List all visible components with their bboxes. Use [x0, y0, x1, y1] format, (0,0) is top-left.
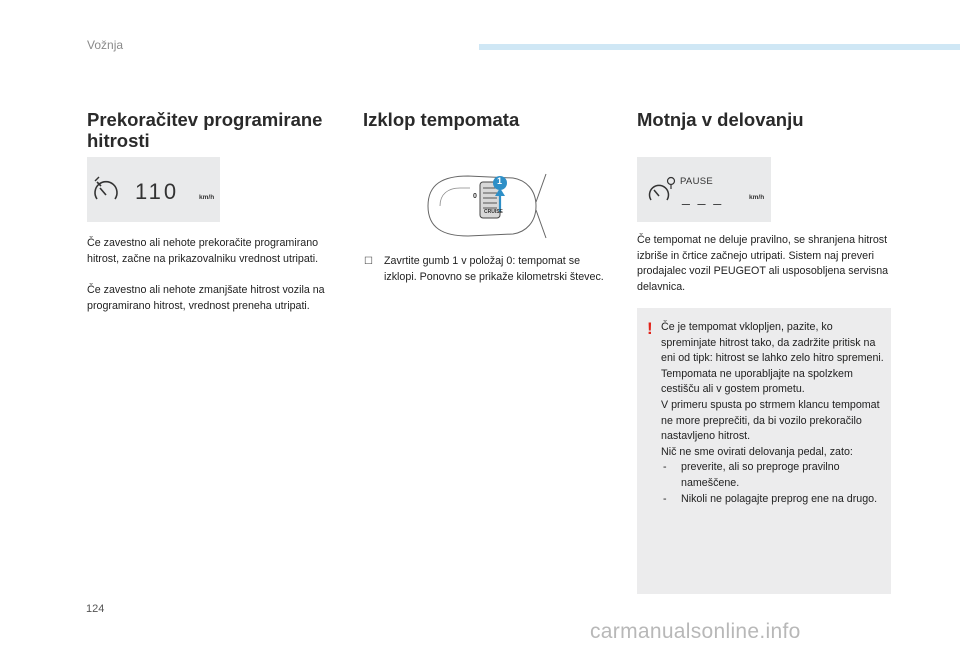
instruction-deactivate: Zavrtite gumb 1 v položaj 0: tempomat se izklopi. Ponovno se prikaže kilometrski števec. [384, 255, 604, 283]
set-speed-value: 110 [135, 179, 180, 204]
warning-icon: ! [647, 319, 653, 338]
speed-unit: km/h [749, 194, 765, 201]
warning-paragraph: Če je tempomat vklopljen, pazite, ko spreminjate hitrost tako, da zadržite pritisk na eni od tipk: hitrost se lahko zelo hitro spremeni. [661, 321, 884, 365]
paragraph-reduced: Če zavestno ali nehote zmanjšate hitrost vozila na programirano hitrost, vrednost preneha utripati. [87, 284, 325, 312]
pause-status: PAUSE [680, 176, 714, 187]
title-malfunction: Motnja v delovanju [637, 109, 804, 130]
list-item: - preverite, ali so preproge pravilno nameščene. [663, 461, 840, 489]
callout-1: 1 [497, 176, 503, 186]
warning-paragraph: V primeru spusta po strmem klancu tempomat ne more preprečiti, da bi vozilo prekoračilo nastavljeno hitrost. [661, 398, 880, 443]
speed-unit: km/h [199, 194, 215, 201]
header-bar [479, 44, 960, 50]
lever-cruise-label: CRUISE [484, 209, 503, 215]
watermark: carmanualsonline.info [590, 620, 801, 643]
cruise-lever-illustration [418, 166, 553, 246]
display-panel-pause [637, 157, 771, 222]
section-label: Vožnja [87, 38, 124, 52]
speedometer-alert-icon [91, 175, 121, 205]
page-number: 124 [86, 603, 105, 615]
paragraph-exceeded: Če zavestno ali nehote prekoračite programirano hitrost, začne na prikazovalniku vrednost utripati. [87, 237, 319, 265]
list-item: - Nikoli ne polagajte preprog ene na drugo. [663, 492, 878, 505]
warning-box [637, 308, 891, 594]
dashed-speed: _ _ _ [682, 189, 724, 205]
warning-paragraph: Nič ne sme ovirati delovanja pedal, zato: [661, 445, 853, 458]
lock-icon [666, 176, 676, 190]
lever-zero-mark: 0 [473, 193, 477, 200]
bullet-icon: ☐ [364, 256, 373, 267]
warning-paragraph: Tempomata ne uporabljajte na spolzkem cestišču ali v gostem prometu. [661, 367, 853, 396]
title-speed-exceeded: Prekoračitev programirane hitrosti [87, 109, 323, 151]
paragraph-malfunction: Če tempomat ne deluje pravilno, se shranjena hitrost izbriše in črtice začnejo utripati. Sistem naj preveri prodajalec vozil PEUGEOT ali usposobljena servisna delavnica. [637, 234, 889, 293]
title-deactivation: Izklop tempomata [363, 109, 520, 130]
display-panel-speed [87, 157, 220, 222]
